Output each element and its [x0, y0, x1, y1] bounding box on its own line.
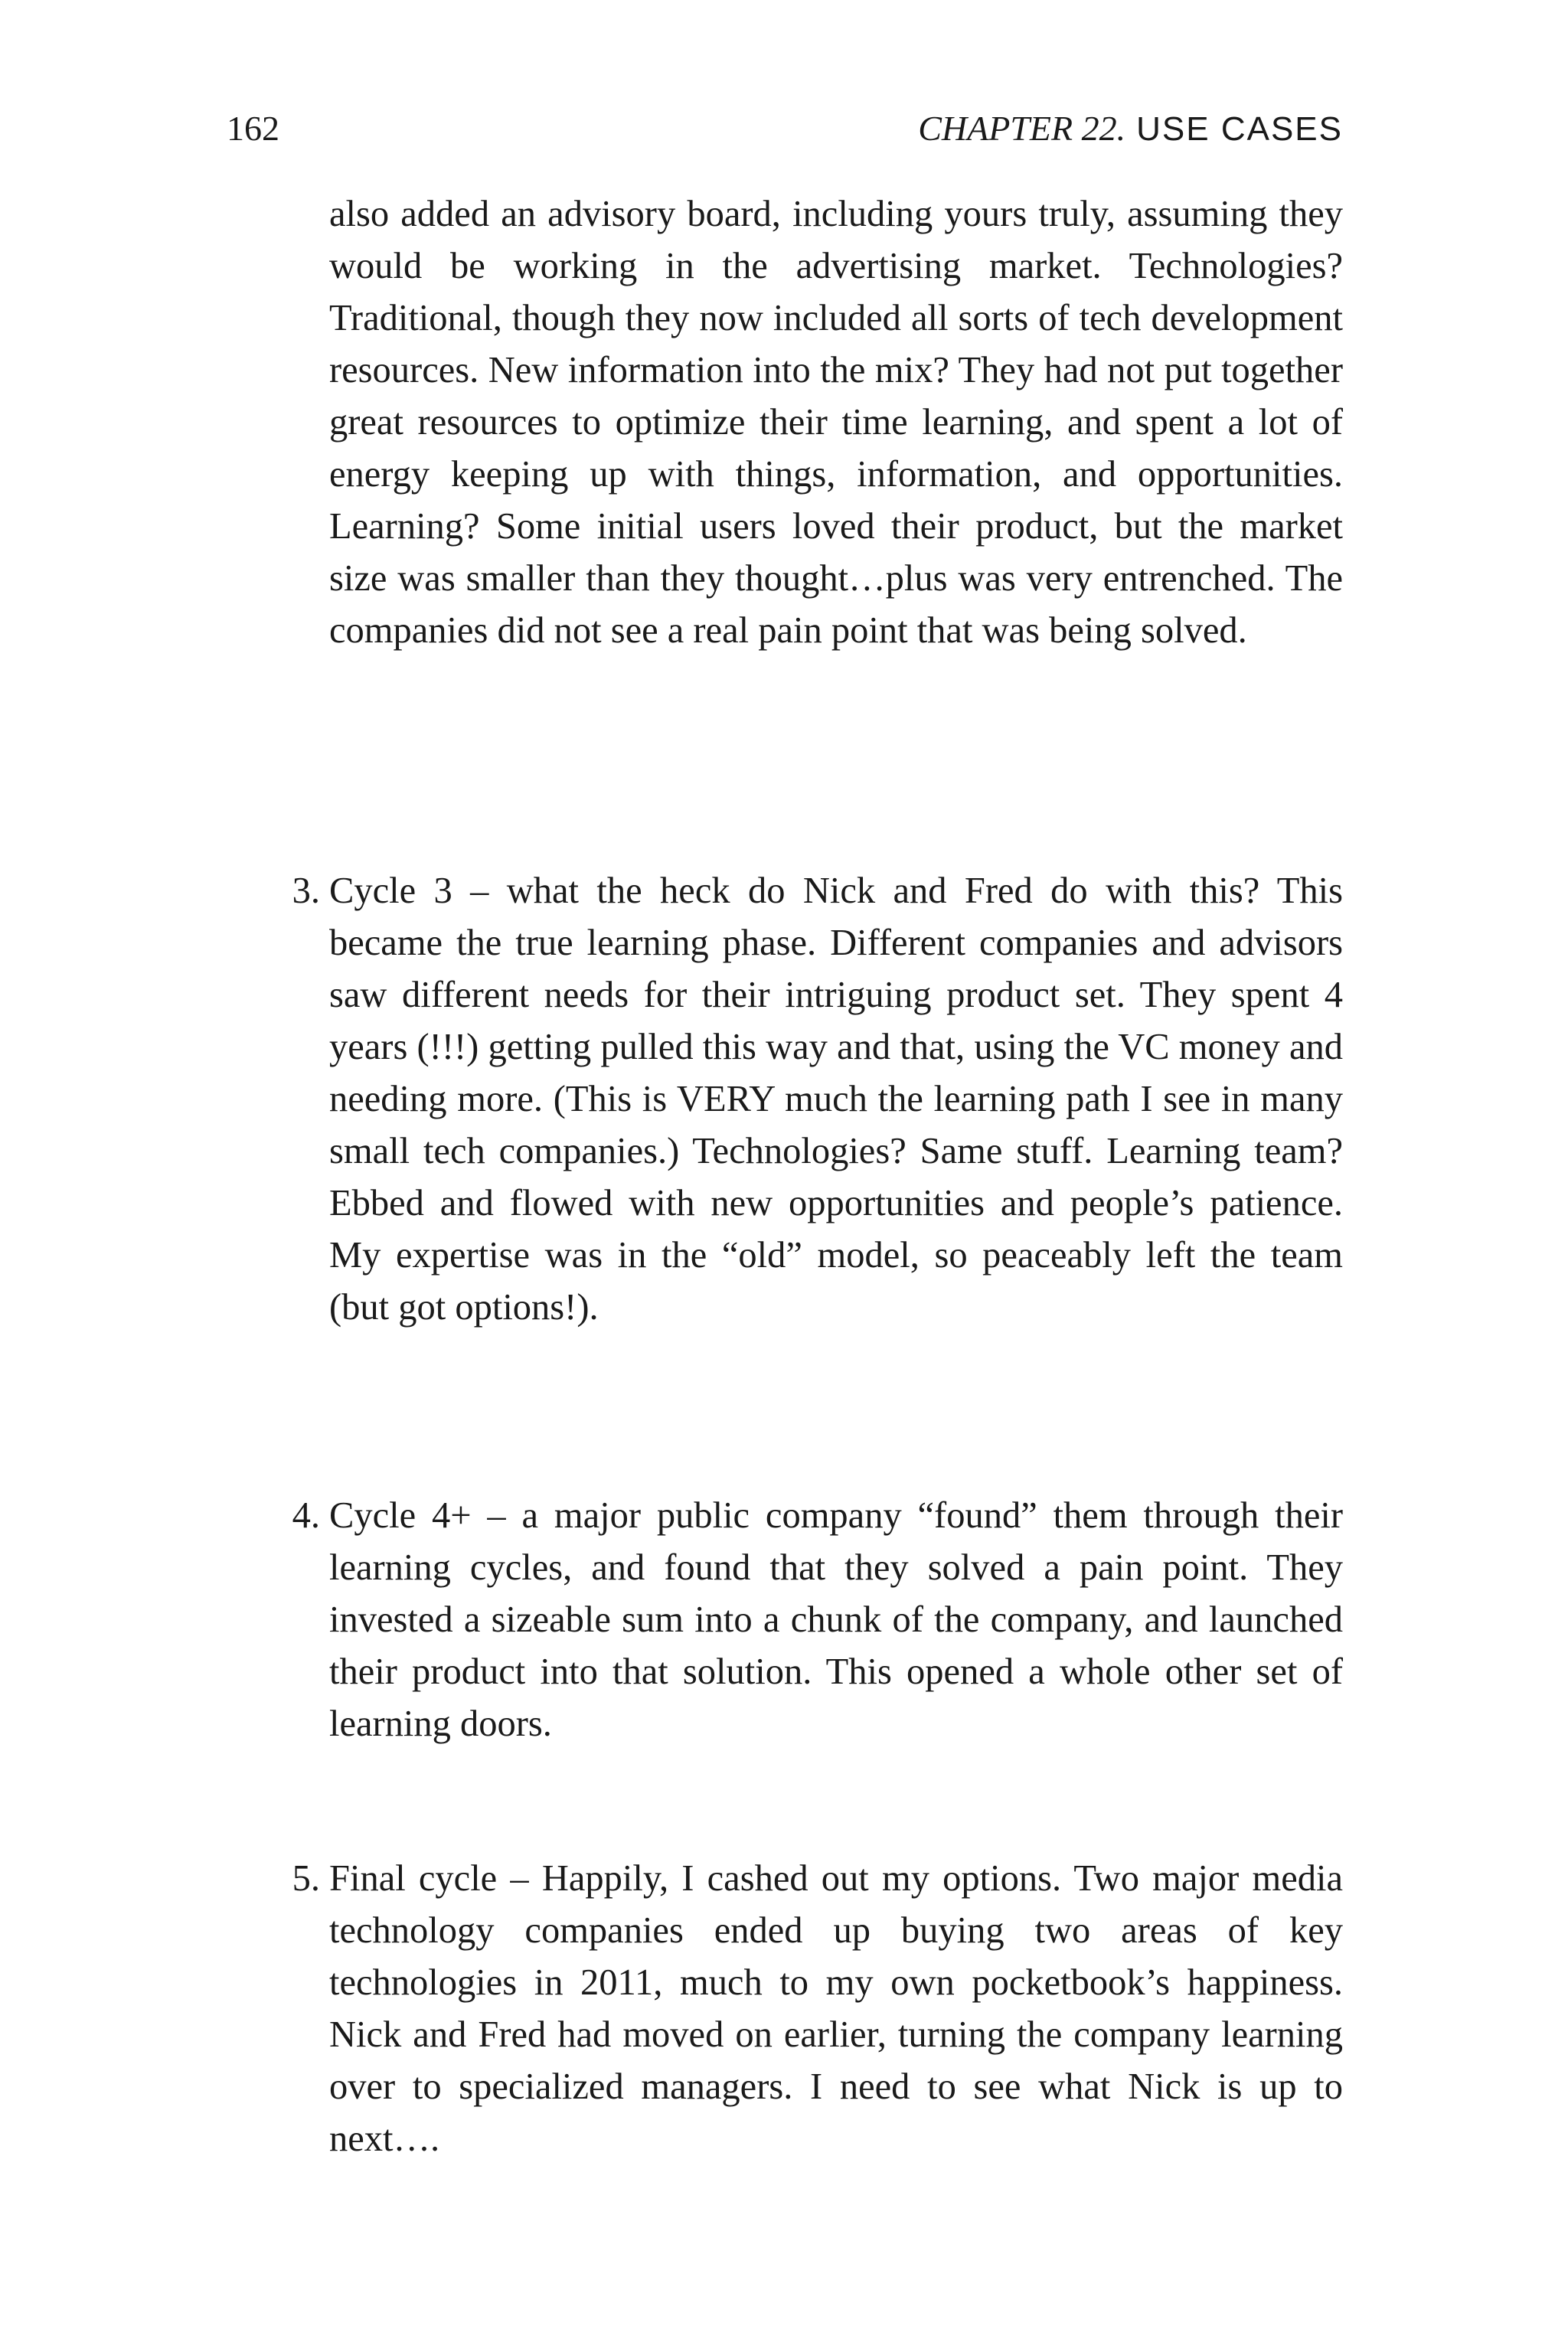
list-item-text: Final cycle – Happily, I cashed out my options. Two major media technology companies ended up buying two areas of key technologies in 2011, much to my own pocketbook’s happiness. Nick and Fred had moved on earlier, turning the company learning over to specialized managers. I need to see what Nick is up to next…. — [329, 1858, 1343, 2159]
list-marker: 4. — [292, 1495, 320, 1536]
page-number: 162 — [227, 109, 279, 148]
page-header — [227, 106, 1343, 152]
running-head — [918, 106, 1343, 152]
list-item — [292, 865, 1343, 1334]
list-item — [292, 1490, 1343, 1750]
list-item-text: Cycle 3 – what the heck do Nick and Fred do with this? This became the true learning phase. Different companies and advisors saw different needs for their intriguing product set. They spent 4 years (!!!) getting pulled this way and that, using the VC money and needing more. (This is VERY much the learning path I see in many small tech companies.) Technologies? Same stuff. Learning team? Ebbed and flowed with new opportunities and people’s patience. My expertise was in the “old” model, so peaceably left the team (but got options!). — [329, 871, 1343, 1328]
list-item — [292, 1853, 1343, 2165]
continuation-paragraph: also added an advisory board, including yours truly, assuming they would be working in the advertising market. Technologies? Traditional, though they now included all sorts of tech development resources. New information into the mix? They had not put together great resources to optimize their time learning, and spent a lot of energy keeping up with things, information, and opportunities. Learning? Some initial users loved their product, but the market size was smaller than they thought…plus was very entrenched. The companies did not see a real pain point that was being solved. — [329, 194, 1343, 651]
list-marker: 5. — [292, 1858, 320, 1899]
running-head-chapter: CHAPTER 22. — [918, 109, 1126, 148]
list-marker: 3. — [292, 871, 320, 911]
running-head-section: USE CASES — [1136, 110, 1343, 148]
list-item-text: Cycle 4+ – a major public company “found” them through their learning cycles, and found that they solved a pain point. They invested a sizeable sum into a chunk of the company, and launched their product into that solution. This opened a whole other set of learning doors. — [329, 1495, 1343, 1744]
